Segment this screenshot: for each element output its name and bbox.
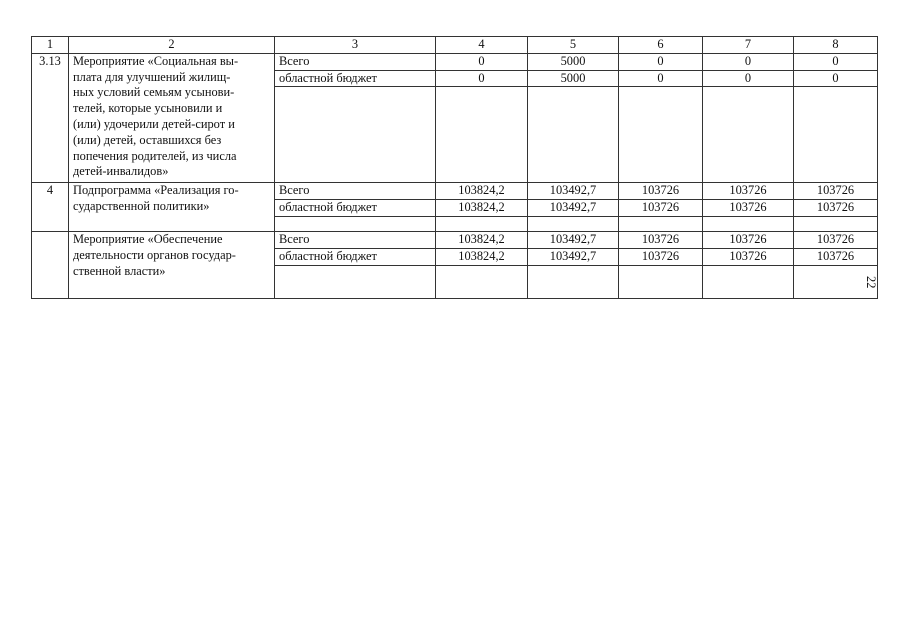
funding-source: областной бюджет	[275, 200, 436, 217]
value-cell: 103726	[619, 200, 703, 217]
column-header: 8	[794, 37, 878, 54]
column-header: 1	[32, 37, 69, 54]
value-cell: 103824,2	[436, 248, 528, 265]
value-cell: 0	[436, 70, 528, 87]
value-cell: 0	[794, 53, 878, 70]
empty-cell	[703, 87, 794, 183]
empty-cell	[528, 265, 619, 298]
value-cell: 103726	[619, 183, 703, 200]
row-title-line: деятельности органов государ-	[73, 247, 236, 262]
value-cell: 103726	[794, 183, 878, 200]
column-header: 2	[69, 37, 275, 54]
empty-cell	[619, 265, 703, 298]
row-number: 4	[32, 183, 69, 232]
column-header: 3	[275, 37, 436, 54]
empty-cell	[436, 216, 528, 231]
row-title-line: попечения родителей, из числа	[73, 148, 237, 163]
value-cell: 0	[794, 70, 878, 87]
empty-cell	[528, 216, 619, 231]
column-header: 5	[528, 37, 619, 54]
value-cell: 103824,2	[436, 200, 528, 217]
value-cell: 103726	[794, 200, 878, 217]
row-title-line: плата для улучшений жилищ-	[73, 69, 231, 84]
value-cell: 103726	[703, 231, 794, 248]
value-cell: 103726	[619, 231, 703, 248]
row-title-line: (или) удочерили детей-сирот и	[73, 116, 235, 131]
value-cell: 103492,7	[528, 248, 619, 265]
funding-source: областной бюджет	[275, 248, 436, 265]
column-header: 6	[619, 37, 703, 54]
funding-source: Всего	[275, 231, 436, 248]
empty-cell	[436, 87, 528, 183]
table-row	[32, 53, 878, 70]
funding-source: областной бюджет	[275, 70, 436, 87]
empty-cell	[794, 87, 878, 183]
value-cell: 103726	[794, 248, 878, 265]
empty-cell	[275, 87, 436, 183]
table-row	[32, 231, 878, 248]
row-title	[69, 53, 275, 183]
table-row	[32, 183, 878, 200]
funding-source: Всего	[275, 53, 436, 70]
column-header: 4	[436, 37, 528, 54]
empty-cell	[619, 216, 703, 231]
column-header: 7	[703, 37, 794, 54]
value-cell: 103726	[703, 248, 794, 265]
value-cell: 103726	[794, 231, 878, 248]
row-title-line: ственной власти»	[73, 263, 166, 278]
value-cell: 103492,7	[528, 200, 619, 217]
page-number: 22	[864, 276, 878, 289]
value-cell: 103492,7	[528, 183, 619, 200]
value-cell: 0	[703, 70, 794, 87]
row-number: 3.13	[32, 53, 69, 183]
row-title-line: ных условий семьям усынови-	[73, 85, 235, 100]
empty-cell	[436, 265, 528, 298]
value-cell: 103824,2	[436, 231, 528, 248]
value-cell: 0	[619, 70, 703, 87]
value-cell: 103726	[619, 248, 703, 265]
row-title-line: телей, которые усыновили и	[73, 101, 223, 116]
value-cell: 5000	[528, 70, 619, 87]
empty-cell	[703, 216, 794, 231]
row-title	[69, 231, 275, 298]
empty-cell	[794, 216, 878, 231]
row-title-line: Мероприятие «Обеспечение	[73, 231, 223, 246]
empty-cell	[619, 87, 703, 183]
empty-cell	[703, 265, 794, 298]
row-title-line: детей-инвалидов»	[73, 164, 169, 179]
table-header-row	[32, 37, 878, 54]
budget-table	[31, 36, 878, 299]
row-title	[69, 183, 275, 232]
empty-cell	[275, 216, 436, 231]
row-title-line: (или) детей, оставшихся без	[73, 132, 222, 147]
value-cell: 103726	[703, 200, 794, 217]
empty-cell	[275, 265, 436, 298]
value-cell: 5000	[528, 53, 619, 70]
row-number	[32, 231, 69, 298]
value-cell: 103726	[703, 183, 794, 200]
value-cell: 0	[436, 53, 528, 70]
row-title-line: Мероприятие «Социальная вы-	[73, 53, 239, 68]
empty-cell	[528, 87, 619, 183]
value-cell: 103824,2	[436, 183, 528, 200]
value-cell: 103492,7	[528, 231, 619, 248]
funding-source: Всего	[275, 183, 436, 200]
value-cell: 0	[703, 53, 794, 70]
row-title-line: Подпрограмма «Реализация го-	[73, 183, 239, 198]
row-title-line: сударственной политики»	[73, 199, 210, 214]
value-cell: 0	[619, 53, 703, 70]
